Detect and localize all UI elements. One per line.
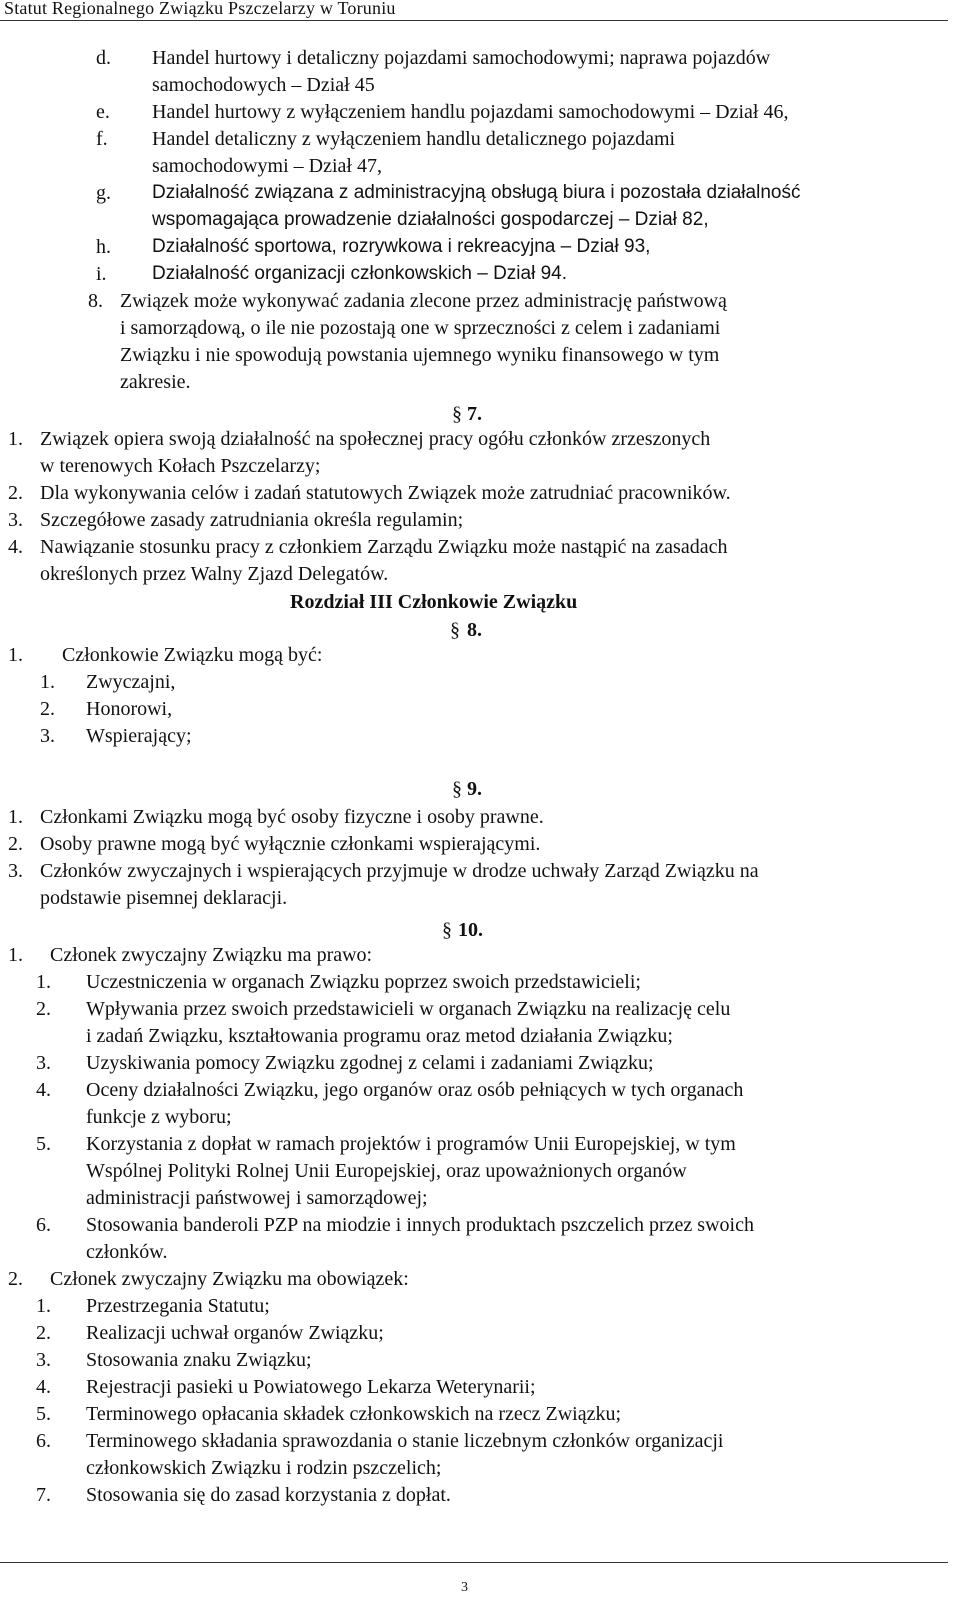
text-line: Korzystania z dopłat w ramach projektów i programów Unii Europejskiej, w tym [86,1133,736,1155]
text-line: Zwyczajni, [86,671,176,693]
text-line: samochodowymi – Dział 47, [152,155,382,177]
text-line: Realizacji uchwał organów Związku; [86,1322,384,1344]
text-line: 1. [40,671,55,693]
text-line: i samorządową, o ile nie pozostają one w sprzeczności z celem i zadaniami [120,317,721,339]
text-line: e. [96,101,110,123]
text-line: 2. [36,1322,51,1344]
text-line: administracji państwowej i samorządowej; [86,1187,428,1209]
text-line: 4. [8,536,23,558]
text-line: Uzyskiwania pomocy Związku zgodnej z celami i zadaniami Związku; [86,1052,654,1074]
text-line: 9. [467,778,482,800]
text-line: Wpływania przez swoich przedstawicieli w organach Związku na realizację celu [86,998,731,1020]
text-line: 2. [8,482,23,504]
text-line: i. [96,263,107,285]
text-line: w terenowych Kołach Pszczelarzy; [40,455,321,477]
text-line: 1. [8,644,23,666]
text-line: 1. [36,971,51,993]
text-line: 6. [36,1430,51,1452]
text-line: 3. [8,860,23,882]
text-line: wspomagająca prowadzenie działalności gospodarczej – Dział 82, [152,209,709,230]
text-line: samochodowych – Dział 45 [152,74,375,96]
text-line: 3. [8,509,23,531]
text-line: 5. [36,1403,51,1425]
text-line: 5. [36,1133,51,1155]
text-line: Członek zwyczajny Związku ma obowiązek: [50,1268,409,1290]
text-line: 2. [8,1268,23,1290]
text-line: Związek może wykonywać zadania zlecone przez administrację państwową [120,290,727,312]
text-line: Stosowania banderoli PZP na miodzie i innych produktach pszczelich przez swoich [86,1214,754,1236]
text-line: Członkami Związku mogą być osoby fizyczne i osoby prawne. [40,806,544,828]
text-line: 1. [8,944,23,966]
text-line: Osoby prawne mogą być wyłącznie członkami wspierającymi. [40,833,541,855]
text-line: 4. [36,1376,51,1398]
text-line: Honorowi, [86,698,173,720]
text-line: Handel detaliczny z wyłączeniem handlu detalicznego pojazdami [152,128,676,150]
text-line: Wspólnej Polityki Rolnej Unii Europejskiej, oraz upoważnionych organów [86,1160,687,1182]
header-divider [0,20,948,21]
text-line: 7. [467,403,482,425]
text-line: 3. [40,725,55,747]
text-line: Stosowania znaku Związku; [86,1349,312,1371]
text-line: Przestrzegania Statutu; [86,1295,270,1317]
text-line: Rozdział III Członkowie Związku [290,591,578,613]
text-line: Szczegółowe zasady zatrudniania określa regulamin; [40,509,464,531]
text-line: 4. [36,1079,51,1101]
text-line: h. [96,236,111,258]
header-title: Statut Regionalnego Związku Pszczelarzy w Toruniu [4,0,396,18]
text-line: i zadań Związku, kształtowania programu oraz metod działania Związku; [86,1025,673,1047]
footer-divider [0,1562,948,1563]
text-line: Terminowego składania sprawozdania o stanie liczebnym członków organizacji [86,1430,724,1452]
text-line: 1. [8,428,23,450]
text-line: członków. [86,1241,168,1263]
text-line: d. [96,47,111,69]
text-line: 8. [88,290,103,312]
text-line: członkowskich Związku i rodzin pszczelich; [86,1457,442,1479]
text-line: podstawie pisemnej deklaracji. [40,887,288,909]
text-line: Uczestniczenia w organach Związku poprzez swoich przedstawicieli; [86,971,641,993]
text-line: § [442,919,452,941]
text-line: § [452,403,462,425]
text-line: 1. [8,806,23,828]
text-line: 2. [8,833,23,855]
text-line: Działalność sportowa, rozrywkowa i rekreacyjna – Dział 93, [152,236,651,257]
text-line: 1. [36,1295,51,1317]
text-line: Nawiązanie stosunku pracy z członkiem Zarządu Związku może nastąpić na zasadach [40,536,728,558]
text-line: funkcje z wyboru; [86,1106,232,1128]
text-line: f. [96,128,108,150]
text-line: zakresie. [120,371,191,393]
text-line: § [452,778,462,800]
text-line: § [450,619,460,641]
page-header [0,0,940,20]
text-line: Handel hurtowy z wyłączeniem handlu pojazdami samochodowymi – Dział 46, [152,101,789,123]
text-line: Terminowego opłacania składek członkowskich na rzecz Związku; [86,1403,622,1425]
text-line: g. [96,182,111,204]
text-line: określonych przez Walny Zjazd Delegatów. [40,563,389,585]
text-line: 6. [36,1214,51,1236]
text-line: 2. [36,998,51,1020]
text-line: Członek zwyczajny Związku ma prawo: [50,944,373,966]
page-number: 3 [461,1580,468,1595]
text-line: Dla wykonywania celów i zadań statutowych Związek może zatrudniać pracowników. [40,482,731,504]
text-line: 7. [36,1484,51,1506]
text-line: Handel hurtowy i detaliczny pojazdami samochodowymi; naprawa pojazdów [152,47,771,69]
text-line: Związku i nie spowodują powstania ujemnego wyniku finansowego w tym [120,344,720,366]
text-line: Rejestracji pasieki u Powiatowego Lekarza Weterynarii; [86,1376,536,1398]
text-line: Oceny działalności Związku, jego organów oraz osób pełniących w tych organach [86,1079,744,1101]
text-line: Działalność związana z administracyjną obsługą biura i pozostała działalność [152,182,801,203]
text-line: 3. [36,1349,51,1371]
text-line: Związek opiera swoją działalność na społecznej pracy ogółu członków zrzeszonych [40,428,711,450]
text-line: Działalność organizacji członkowskich – Dział 94. [152,263,568,284]
text-line: Członków zwyczajnych i wspierających przyjmuje w drodze uchwały Zarząd Związku na [40,860,759,882]
text-line: 10. [458,919,483,941]
text-line: Wspierający; [86,725,192,747]
text-line: 2. [40,698,55,720]
text-line: Stosowania się do zasad korzystania z dopłat. [86,1484,451,1506]
text-line: 3. [36,1052,51,1074]
text-line: 8. [467,619,482,641]
text-line: Członkowie Związku mogą być: [62,644,323,666]
